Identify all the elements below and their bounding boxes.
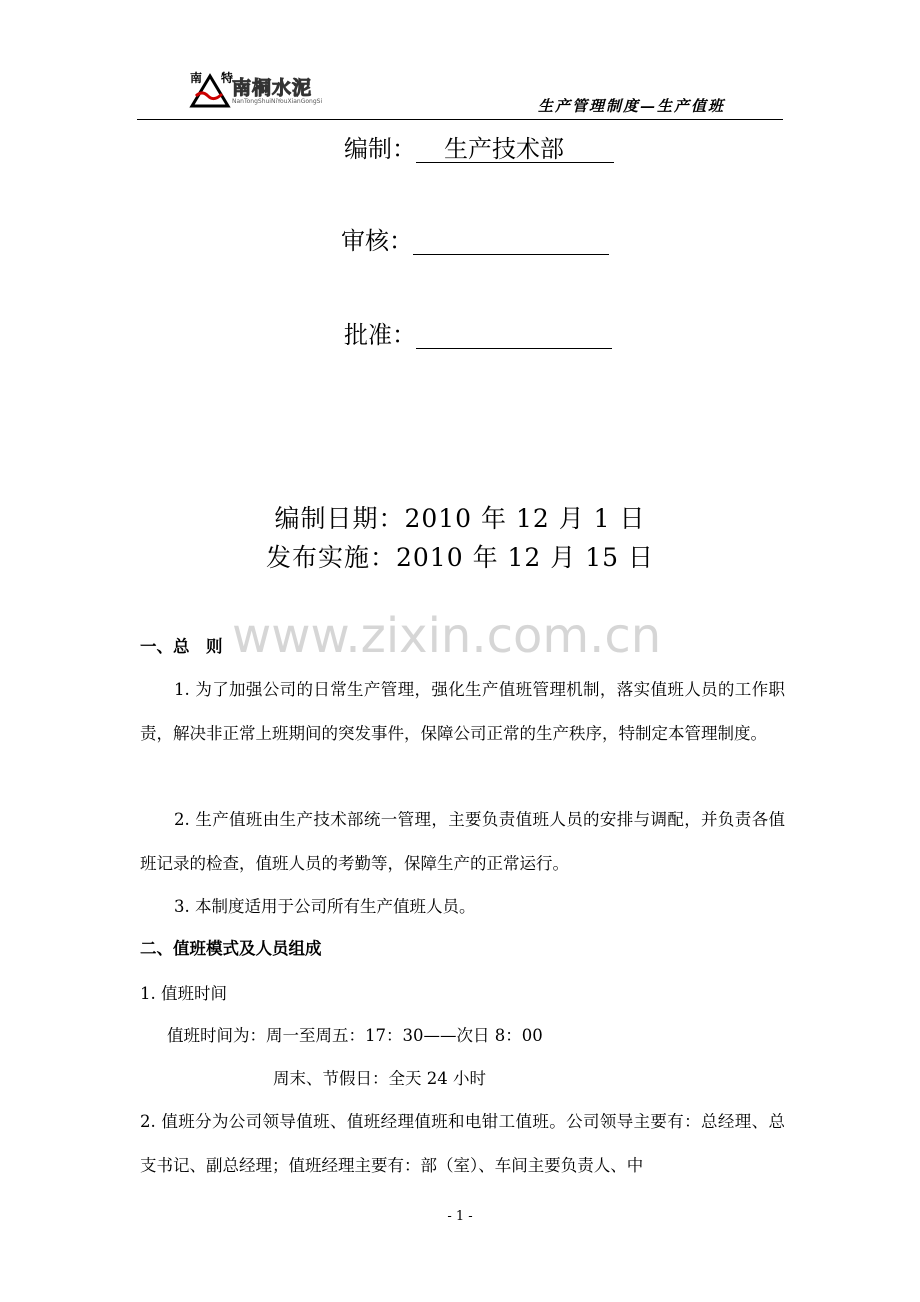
company-logo <box>188 70 348 110</box>
section1-paragraph-3: 3. 本制度适用于公司所有生产值班人员。 <box>174 897 476 916</box>
approved-field <box>416 320 612 349</box>
release-date: 发布实施：2010 年 12 月 15 日 <box>266 543 654 572</box>
approved-label: 批准： <box>344 321 416 349</box>
reviewed-field <box>413 226 609 255</box>
compiled-field <box>416 134 614 163</box>
section-heading-duty-mode: 二、值班模式及人员组成 <box>140 939 322 958</box>
logo-char-nan: 南 <box>190 71 203 85</box>
approved-by-row <box>344 320 612 350</box>
logo-subtitle: NanTongShuiNiYouXianGongSi <box>232 98 323 105</box>
logo-char-te: 特 <box>221 71 234 85</box>
duty-time-weekend: 周末、节假日：全天 24 小时 <box>273 1069 486 1088</box>
duty-time-item: 1. 值班时间 <box>140 984 227 1003</box>
watermark: www.zixin.com.cn <box>232 608 662 664</box>
header-title: 生产管理制度—生产值班 <box>538 97 726 115</box>
header-divider <box>137 119 783 120</box>
reviewed-by-row <box>341 226 609 256</box>
duty-time-weekday: 值班时间为：周一至周五：17：30——次日 8：00 <box>167 1026 543 1045</box>
section1-paragraph-2: 2. 生产值班由生产技术部统一管理，主要负责值班人员的安排与调配，并负责各值班记录的检查，值班人员的考勤等，保障生产的正常运行。 <box>140 810 785 873</box>
logo-brand-text: 南桐水泥 <box>232 77 313 99</box>
compiled-label: 编制： <box>344 135 416 163</box>
duty-types-paragraph: 2. 值班分为公司领导值班、值班经理值班和电钳工值班。公司领导主要有：总经理、总支书记、副总经理；值班经理主要有：部（室）、车间主要负责人、中 <box>140 1112 785 1175</box>
reviewed-label: 审核： <box>341 227 413 255</box>
section1-paragraph-1: 1. 为了加强公司的日常生产管理，强化生产值班管理机制，落实值班人员的工作职责，解决非正常上班期间的突发事件，保障公司正常的生产秩序，特制定本管理制度。 <box>140 680 785 743</box>
compiled-date: 编制日期：2010 年 12 月 1 日 <box>274 504 646 533</box>
page-number: - 1 - <box>447 1209 473 1224</box>
compiled-value: 生产技术部 <box>444 135 564 163</box>
compiled-by-row <box>344 134 614 164</box>
section-heading-general: 一、总 则 <box>140 637 223 656</box>
